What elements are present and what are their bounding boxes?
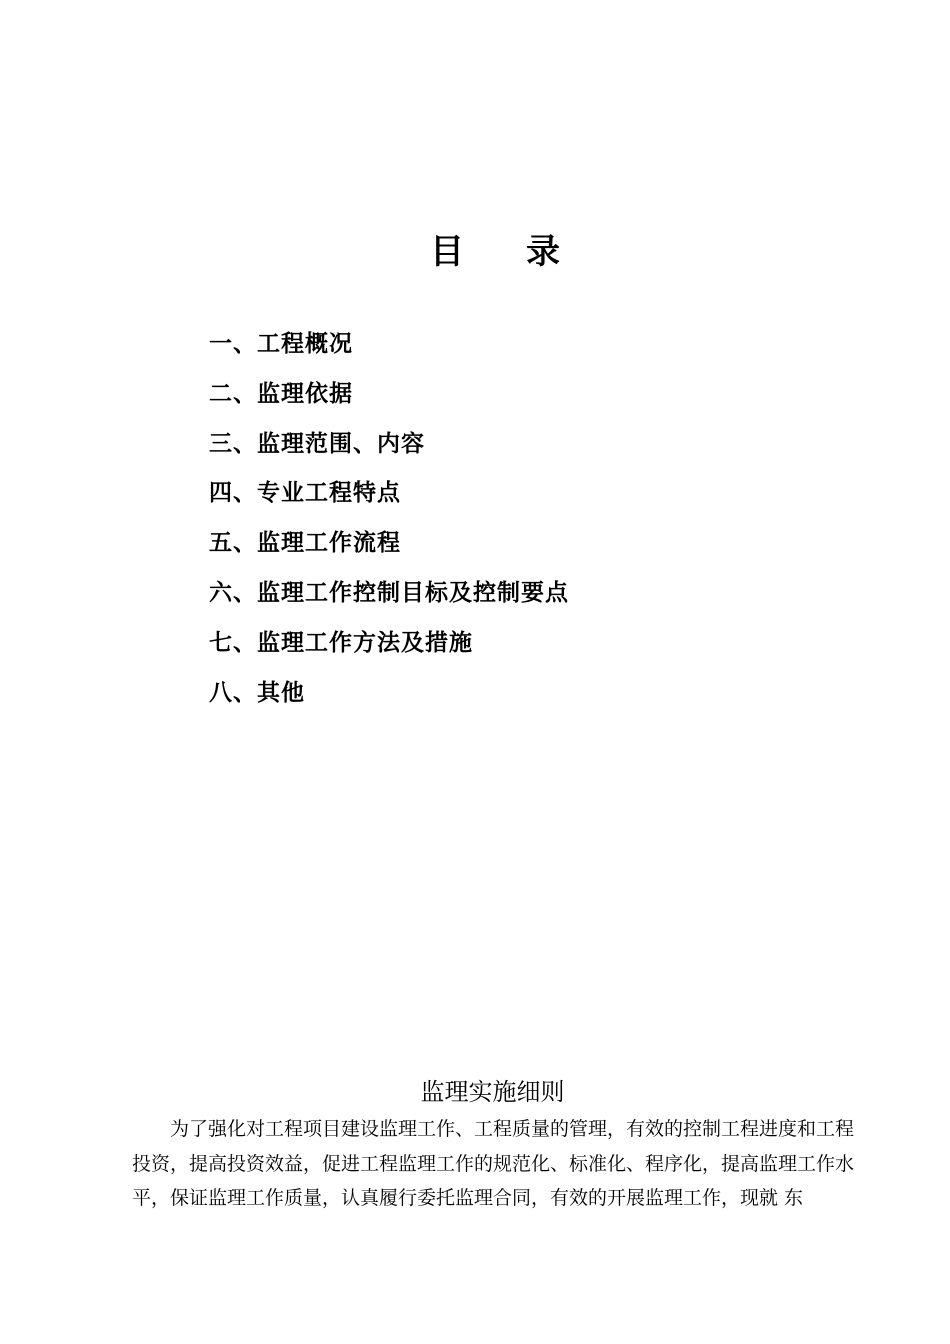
toc-title-char-1: 目 (430, 232, 464, 272)
toc-item: 八、其他 (209, 678, 305, 706)
body-paragraph: 为了强化对工程项目建设监理工作、工程质量的管理，有效的控制工程进度和工程投资，提高投资效益，促进工程监理工作的规范化、标准化、程序化，提高监理工作水平，保证监理工作质量，认真履行委托监理合同，有效的开展监理工作，现就 东 (132, 1118, 855, 1209)
toc-item: 三、监理范围、内容 (209, 429, 425, 457)
toc-title (0, 224, 950, 273)
toc-title-char-2: 录 (526, 232, 560, 272)
toc-item: 七、监理工作方法及措施 (209, 628, 473, 656)
toc-item: 五、监理工作流程 (209, 529, 401, 557)
section-title: 监理实施细则 (420, 1078, 565, 1106)
toc-item: 六、监理工作控制目标及控制要点 (209, 578, 569, 606)
toc-item: 一、工程概况 (209, 330, 353, 357)
toc-item: 四、专业工程特点 (209, 479, 401, 507)
toc-list (209, 328, 569, 726)
toc-item: 二、监理依据 (209, 379, 353, 407)
